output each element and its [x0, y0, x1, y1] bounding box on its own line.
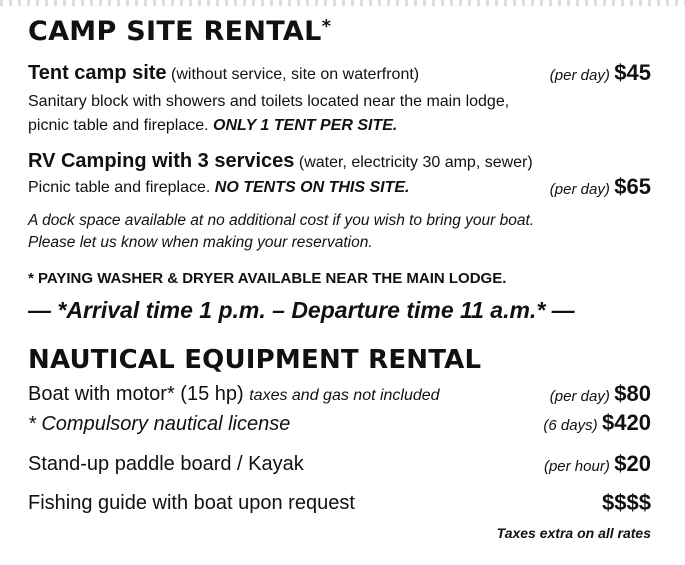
- camp-section-title: [28, 16, 331, 47]
- tent-price: $45: [614, 60, 651, 85]
- boat-unit: (per day): [549, 388, 610, 405]
- rv-description: [28, 179, 409, 197]
- tent-price-block: [550, 60, 651, 86]
- boat-label: Boat with motor* (15 hp): [28, 383, 244, 405]
- paddle-label: Stand-up paddle board / Kayak: [28, 453, 304, 475]
- license-unit: (6 days): [543, 417, 598, 434]
- fishing-label: Fishing guide with boat upon request: [28, 492, 355, 514]
- washer-dryer-note: * PAYING WASHER & DRYER AVAILABLE NEAR THE MAIN LODGE.: [28, 270, 507, 287]
- rv-note: (water, electricity 30 amp, sewer): [298, 154, 533, 171]
- rv-title: RV Camping with 3 services: [28, 150, 295, 172]
- tent-note: (without service, site on waterfront): [171, 66, 420, 83]
- top-border-decoration: [0, 0, 685, 6]
- license-label: * Compulsory nautical license: [28, 413, 291, 435]
- paddle-price-block: [544, 451, 651, 477]
- tent-description-line1: Sanitary block with showers and toilets located near the main lodge,: [28, 93, 510, 110]
- rv-heading: [28, 150, 533, 173]
- arrival-departure-times: — *Arrival time 1 p.m. – Departure time 11 a.m.* —: [28, 297, 575, 323]
- tent-restriction: ONLY 1 TENT PER SITE.: [213, 117, 398, 134]
- camp-title-asterisk: *: [321, 16, 332, 37]
- dock-note-line2: Please let us know when making your reservation.: [28, 234, 373, 251]
- tent-description-line2: [28, 117, 397, 135]
- tent-description-text: picnic table and fireplace.: [28, 117, 209, 134]
- boat-price-block: [550, 381, 651, 407]
- camp-title-text: CAMP SITE RENTAL: [28, 16, 322, 47]
- rv-unit: (per day): [549, 181, 610, 198]
- rv-restriction: NO TENTS ON THIS SITE.: [214, 179, 410, 196]
- tent-title: Tent camp site: [28, 62, 167, 84]
- paddle-unit: (per hour): [543, 458, 610, 475]
- dock-note-line1: A dock space available at no additional cost if you wish to bring your boat.: [28, 212, 535, 229]
- rv-price-block: [550, 174, 651, 200]
- fishing-price: $$$$: [602, 490, 651, 515]
- boat-note: taxes and gas not included: [249, 387, 440, 404]
- tent-heading: [28, 62, 419, 85]
- rv-price: $65: [614, 174, 651, 199]
- license-price-block: [543, 410, 651, 436]
- taxes-note: Taxes extra on all rates: [496, 525, 651, 541]
- nautical-section-title: NAUTICAL EQUIPMENT RENTAL: [28, 345, 482, 375]
- boat-row: [28, 383, 440, 406]
- tent-unit: (per day): [549, 67, 610, 84]
- rv-description-text: Picnic table and fireplace.: [28, 179, 211, 196]
- license-price: $420: [602, 410, 651, 435]
- boat-price: $80: [614, 381, 651, 406]
- paddle-price: $20: [614, 451, 651, 476]
